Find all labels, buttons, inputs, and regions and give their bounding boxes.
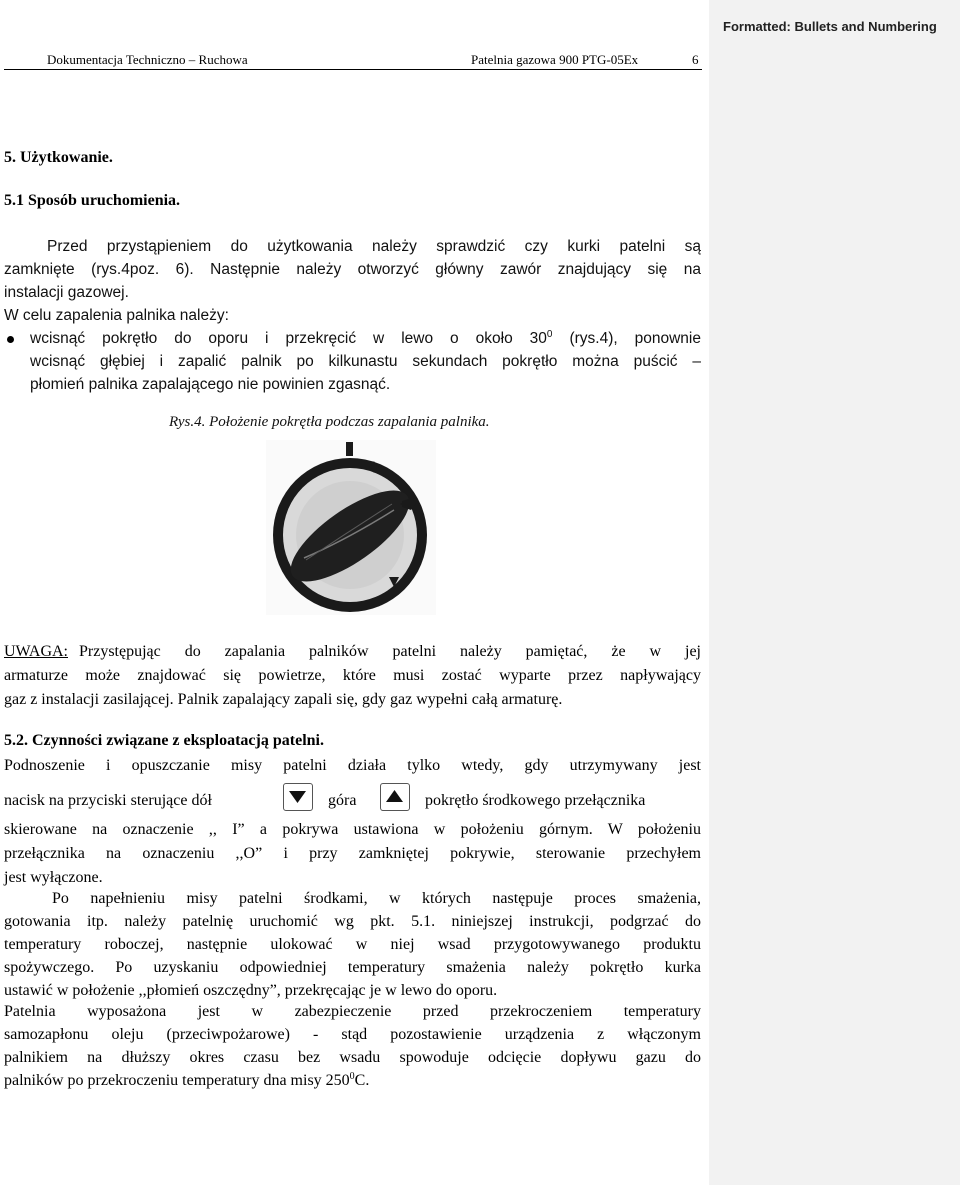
ops-line-5: jest wyłączone. <box>4 869 103 886</box>
bullet-line-1: wcisnąć pokrętło do oporu i przekręcić w lewo o około $30^0$ (rys.4), ponownie <box>30 329 701 347</box>
ops-line-13: palnikiem na dłuższy okres czasu bez wsadu spowoduje odcięcie dopływu gazu do <box>4 1049 701 1066</box>
header-doc-title: Dokumentacja Techniczno – Ruchowa <box>47 52 248 67</box>
ops-line-14: palników po przekroczeniu temperatury dna misy $250^0C$. <box>4 1071 370 1089</box>
warning-line-3: gaz z instalacji zasilającej. Palnik zapalający zapali się, gdy gaz wypełni całą armaturę. <box>4 691 563 708</box>
formatting-note: Formatted: Bullets and Numbering <box>723 19 937 34</box>
bullet-dot <box>7 336 14 343</box>
ignition-intro: W celu zapalenia palnika należy: <box>4 307 229 324</box>
ops-line-4: przełącznika na oznaczeniu ,,O” i przy zamkniętej pokrywie, sterowanie przechyłem <box>4 845 701 862</box>
bullet-line-2: wcisnąć głębiej i zapalić palnik po kilkunastu sekundach pokrętło można puścić – <box>30 353 701 370</box>
ops-line-6: Po napełnieniu misy patelni środkami, w których następuje proces smażenia, <box>52 890 701 907</box>
burner-knob-figure <box>266 440 436 615</box>
up-button-icon <box>380 783 410 811</box>
ops-line-9: spożywczego. Po uzyskaniu odpowiedniej temperatury smażenia należy pokrętło kurka <box>4 959 701 976</box>
section-5-heading: 5. Użytkowanie. <box>4 149 113 166</box>
warning-label: UWAGA: <box>4 643 68 660</box>
warning-line-1-container <box>4 640 68 664</box>
ops-line-2b: góra <box>328 792 357 809</box>
ops-line-10: ustawić w położenie ,,płomień oszczędny”, przekręcając je w lewo do oporu. <box>4 982 498 999</box>
warning-line-2: armaturze może znajdować się powietrze, które musi zostać wyparte przez napływający <box>4 667 701 684</box>
ops-line-3: skierowane na oznaczenie ,, I” a pokrywa ustawiona w położeniu górnym. W położeniu <box>4 821 701 838</box>
intro-line-2: zamknięte (rys.4poz. 6). Następnie należy otworzyć główny zawór znajdujący się na <box>4 261 701 278</box>
down-button-icon <box>283 783 313 811</box>
section-5-2-heading: 5.2. Czynności związane z eksploatacją patelni. <box>4 732 324 749</box>
ops-line-2c: pokrętło środkowego przełącznika <box>425 792 646 809</box>
intro-line-1: Przed przystąpieniem do użytkowania należy sprawdzić czy kurki patelni są <box>47 238 701 255</box>
ops-line-7: gotowania itp. należy patelnię uruchomić wg pkt. 5.1. niniejszej instrukcji, podgrzać do <box>4 913 701 930</box>
ops-line-1: Podnoszenie i opuszczanie misy patelni działa tylko wtedy, gdy utrzymywany jest <box>4 757 701 774</box>
comments-sidebar <box>709 0 960 1185</box>
warning-line-1: Przystępując do zapalania palników patelni należy pamiętać, że w jej <box>79 643 701 660</box>
section-5-1-heading: 5.1 Sposób uruchomienia. <box>4 192 181 209</box>
ops-line-2a: nacisk na przyciski sterujące dół <box>4 792 212 809</box>
ops-line-11: Patelnia wyposażona jest w zabezpieczenie przed przekroczeniem temperatury <box>4 1003 701 1020</box>
ops-line-8: temperatury roboczej, następnie ulokować w niej wsad przygotowywanego produktu <box>4 936 701 953</box>
off-marker-icon <box>346 442 353 456</box>
page-header <box>4 51 702 70</box>
ops-line-12: samozapłonu oleju (przeciwpożarowe) - stąd pozostawienie urządzenia z włączonym <box>4 1026 701 1043</box>
header-product-name: Patelnia gazowa 900 PTG-05Ex <box>471 52 639 67</box>
page-number: 6 <box>692 52 699 67</box>
bullet-line-3: płomień palnika zapalającego nie powinien zgasnąć. <box>30 376 391 393</box>
figure-caption: Rys.4. Położenie pokrętła podczas zapalania palnika. <box>169 414 490 430</box>
intro-line-3: instalacji gazowej. <box>4 284 129 301</box>
